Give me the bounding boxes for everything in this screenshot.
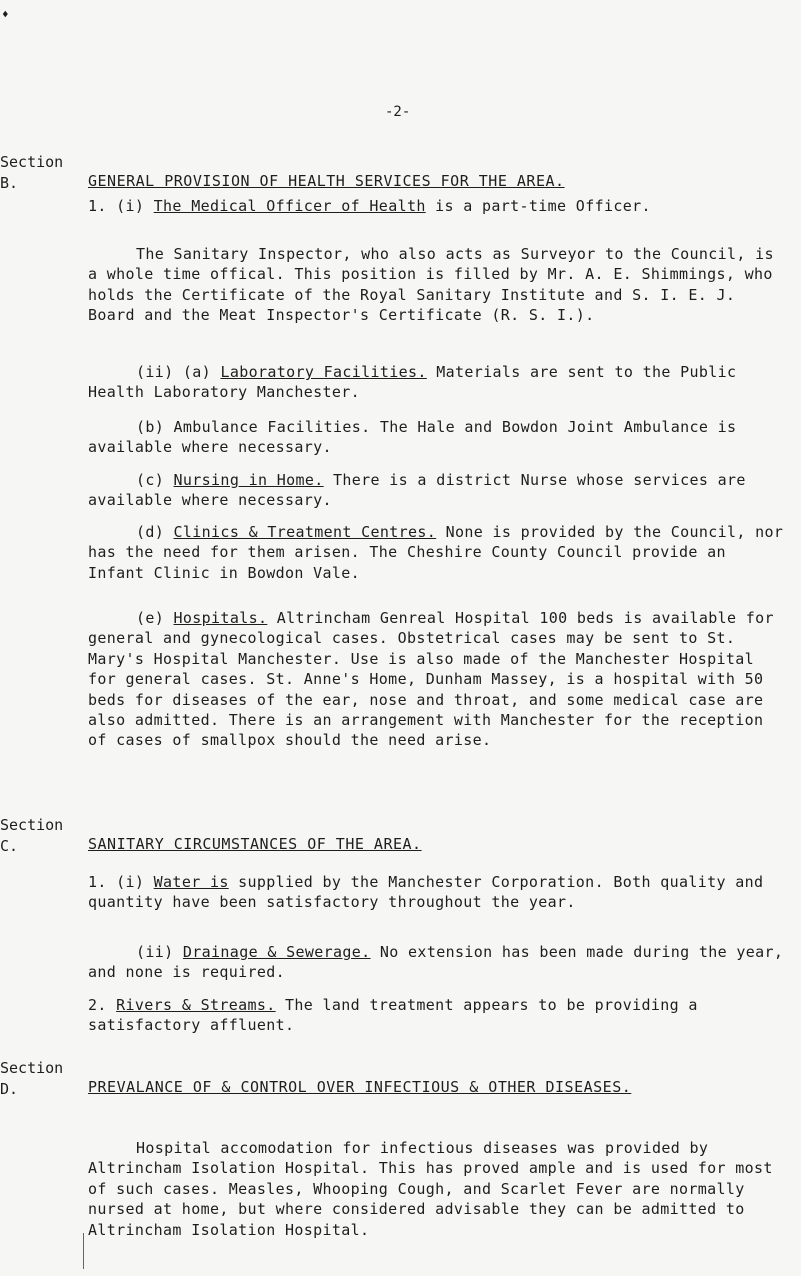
section-heading-c: SANITARY CIRCUMSTANCES OF THE AREA. <box>88 835 422 853</box>
corner-mark: ♦ <box>2 8 9 21</box>
paragraph: The Sanitary Inspector, who also acts as Surveyor to the Council, is a whole time offical. This position is filled by Mr. A. E. Shimmings, who holds the Certificate of the Royal Sanitary Institute and S. I. E. J. Board and the Meat Inspector's Certificate (R. S. I.). <box>88 245 774 325</box>
paragraph: 1. (i) The Medical Officer of Health is a part-time Officer. <box>88 197 651 215</box>
section-label-c: Section C. <box>0 816 64 855</box>
paragraph: (b) Ambulance Facilities. The Hale and Bowdon Joint Ambulance is available where necessary. <box>88 418 737 457</box>
paragraph: Hospital accomodation for infectious diseases was provided by Altrincham Isolation Hospital. This has proved ample and is used for most of such cases. Measles, Whooping Cough, and Scarlet Fever are normally nursed at home, but where considered advisable they can be admitted to Altrincham Isolation Hospital. <box>88 1139 773 1239</box>
paragraph: (ii) Drainage & Sewerage. No extension has been made during the year, and none is required. <box>88 943 784 982</box>
paragraph: (e) Hospitals. Altrincham Genreal Hospital 100 beds is available for general and gynecological cases. Obstetrical cases may be sent to St. Mary's Hospital Manchester. Use is also made of the Manchester Hospital for general cases. St. Anne's Home, Dunham Massey, is a hospital with 50 beds for diseases of the ear, nose and throat, and some medical case are also admitted. There is an arrangement with Manchester for the reception of cases of smallpox should the need arise. <box>88 609 774 750</box>
paragraph: 2. Rivers & Streams. The land treatment appears to be providing a satisfactory affluent. <box>88 996 698 1035</box>
paragraph: (ii) (a) Laboratory Facilities. Materials are sent to the Public Health Laboratory Manchester. <box>88 363 737 402</box>
page-number: -2- <box>385 104 411 120</box>
section-label-d: Section D. <box>0 1059 64 1098</box>
margin-rule <box>83 1233 84 1269</box>
paragraph: 1. (i) Water is supplied by the Manchester Corporation. Both quality and quantity have been satisfactory throughout the year. <box>88 873 764 912</box>
section-label-b: Section B. <box>0 153 64 192</box>
paragraph: (d) Clinics & Treatment Centres. None is provided by the Council, nor has the need for them arisen. The Cheshire County Council provide an Infant Clinic in Bowdon Vale. <box>88 523 784 582</box>
section-heading-d: PREVALANCE OF & CONTROL OVER INFECTIOUS & OTHER DISEASES. <box>88 1078 632 1096</box>
section-heading-b: GENERAL PROVISION OF HEALTH SERVICES FOR THE AREA. <box>88 172 565 190</box>
paragraph: (c) Nursing in Home. There is a district Nurse whose services are available where necessary. <box>88 471 746 510</box>
